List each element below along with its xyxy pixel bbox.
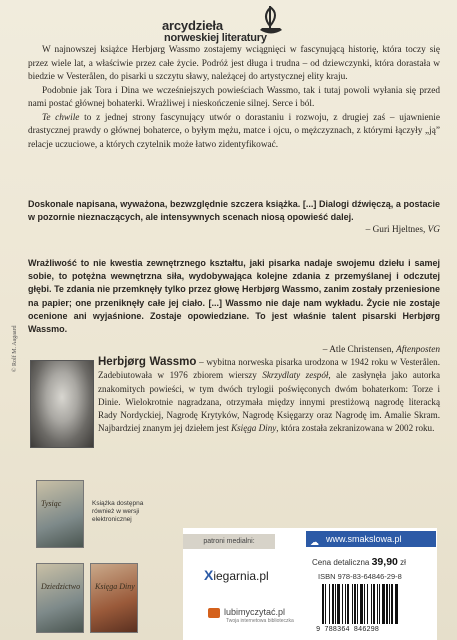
review-2-text: Wrażliwość to nie kwestia zewnętrznego kształtu, jaki pisarka nadaje swojemu dziełu i samej sobie, to potężna wewnętrzna siła, wydobywająca kolejne zdania z przemyślanej i odczutej głębi. Te zdania nie przemknęły tylko przez głowę Herbjørg Wassmo, zanim zostały przeniesione na papier; one przeniknęły całe jej ciało. [...] Wassmo nie daje nam wykładu. Życie nie zostaje ocenione ani wyjaśnione. Zostaje opowiedziane. To jest właśnie talent pisarski Herbjørg Wassmo. [28,258,440,335]
publisher-url[interactable]: ☁ www.smakslowa.pl [306,531,436,547]
series-title-line2: norweskiej literatury [164,32,267,44]
barcode-bar [379,584,380,624]
book-cover-2: Dziedzictwo [36,563,84,633]
barcode-bar [395,584,398,624]
price: Cena detaliczna 39,90 zł [312,556,406,568]
barcode-bar [391,584,393,624]
barcode-bar [360,584,363,624]
review-1-text: Doskonale napisana, wyważona, bezwzględnie szczera książka. [...] Dialogi dźwięczą, a postacie w pozornie nieznaczących, ale intensywnych scenach niosą opowieść dalej. [28,199,440,223]
barcode-bar [373,584,375,624]
review-1-attribution: – Guri Hjeltnes, VG [365,225,440,236]
barcode [316,584,434,628]
review-2-attribution: – Atle Christensen, Aftenposten [322,345,440,356]
barcode-bar [337,584,340,624]
photo-credit: © Rolf M. Aagaard [12,325,18,372]
book-cover-3: Księga Diny [90,563,138,633]
barcode-bar [377,584,378,624]
book-title: Te chwile [42,112,80,123]
barcode-bar [325,584,326,624]
barcode-bar [382,584,385,624]
cloud-icon: ☁ [310,537,319,547]
barcode-bar [329,584,330,624]
barcode-bar [352,584,353,624]
barcode-bar [345,584,346,624]
lubimyczytac-logo: lubimyczytać.pl Twoja internetowa biblioteczka [208,607,285,618]
barcode-bar [335,584,336,624]
series-title-line1: arcydzieła [162,18,223,33]
review-1 [28,198,440,238]
xiegarnia-logo: Xiegarnia.pl [204,567,269,583]
description-paragraph-3: Te chwile to z jednej strony fascynujący utwór o dorastaniu i rozwoju, z drugiej zaś – ujawnienie drastycznej prawdy o głównej bohaterce, o byłym mężu, matce i ojcu, o mężczyznach, z którymi łączyły „ją” relacje uczuciowe, a których czytelnik może łatwo zidentyfikować. [28,112,440,150]
author-name: Herbjørg Wassmo [98,356,197,368]
viking-ship-icon [256,4,286,38]
barcode-number: 9 788364 846298 [316,626,380,634]
barcode-bar [357,584,358,624]
book-cover-1: Tysiąc [36,480,84,548]
barcode-bar [354,584,356,624]
description-paragraph-2: Podobnie jak Tora i Dina we wcześniejszych powieściach Wassmo, tak i tutaj powoli wyłania się przed nami postać głównej bohaterki. Wrażliwej i nieskończenie silnej. Serce i ból. [28,85,440,109]
barcode-bar [386,584,388,624]
description-paragraph-1: W najnowszej książce Herbjørg Wassmo zostajemy wciągnięci w fascynującą historię, która toczy się przez wiele lat, a właściwie przez całe życie. Podróż jest długa i trudna – od dziewczynki, która dorastała w biedzie w Vesterålen, do pisarki u szczytu sławy, należącej do artystycznej elity kraju. [28,45,440,82]
isbn: ISBN 978-83-64846-29-8 [318,572,402,581]
ebook-note: Książka dostępna również w wersji elektronicznej [92,500,144,523]
barcode-bar [347,584,349,624]
barcode-bar [342,584,343,624]
barcode-bar [371,584,372,624]
book-icon [208,608,220,618]
barcode-bar [364,584,365,624]
barcode-bar [332,584,334,624]
description [28,44,440,152]
author-bio: Herbjørg Wassmo – wybitna norweska pisarka urodzona w 1942 roku w Vesterålen. Zadebiutowała w 1976 zbiorem wierszy Skrzydlaty zespół, ale zasłynęła jako autorka znakomitych powieści, w tym dwóch trylogii poświęconych dwóm bohaterkom: Torze i Dinie. Wielokrotnie nagradzana, otrzymała między innymi prestiżową nagrodę literacką Rady Nordyckiej, Nagrodę Krytyków, Nagrodę Księgarzy oraz Nagrodę im. Amalie Skram. Najbardziej znanym jej dziełem jest Księga Diny, która została zekranizowana w 2002 roku. [98,356,441,434]
author-photo [30,360,94,448]
review-2 [28,257,440,358]
barcode-bar [322,584,324,624]
barcode-bar [389,584,390,624]
barcode-bar [367,584,368,624]
media-patrons-label: patroni medialni: [183,534,275,549]
